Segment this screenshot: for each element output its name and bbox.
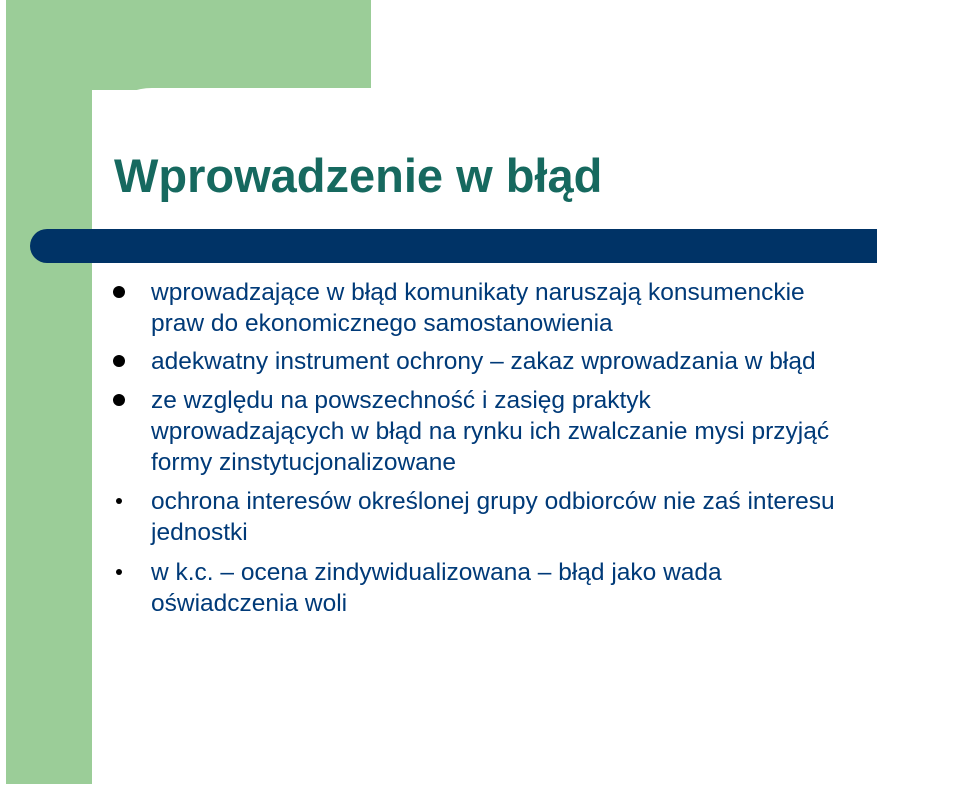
bullet-text-line: formy zinstytucjonalizowane: [151, 449, 457, 476]
bullet-text-line: wprowadzające w błąd komunikaty naruszają konsumenckie: [151, 279, 805, 306]
bullet-item: [151, 557, 960, 619]
bullet-text-line: w k.c. – ocena zindywidualizowana – błąd jako wada: [151, 559, 722, 586]
bullet-text-line: praw do ekonomicznego samostanowienia: [151, 310, 613, 337]
bullet-item: [151, 277, 960, 339]
bullet-dot-icon: [113, 355, 125, 367]
bullet-text-line: ochrona interesów określonej grupy odbiorców nie zaś interesu: [151, 488, 835, 515]
bullet-text-line: oświadczenia woli: [151, 590, 348, 617]
bullet-item: [151, 346, 960, 377]
bullet-dot-icon: [116, 498, 122, 504]
bullet-item: [151, 385, 960, 478]
bullet-dot-icon: [113, 394, 125, 406]
bullet-dot-icon: [116, 569, 122, 575]
bullet-text-line: adekwatny instrument ochrony – zakaz wprowadzania w błąd: [151, 348, 816, 375]
slide-title: Wprowadzenie w błąd: [114, 149, 603, 202]
bullet-dot-icon: [113, 286, 125, 298]
bullet-text-line: jednostki: [151, 519, 248, 546]
bullet-text-line: wprowadzających w błąd na rynku ich zwalczanie mysi przyjąć: [151, 418, 830, 445]
bullet-item: [151, 486, 960, 548]
bullet-text-line: ze względu na powszechność i zasięg praktyk: [151, 387, 651, 414]
